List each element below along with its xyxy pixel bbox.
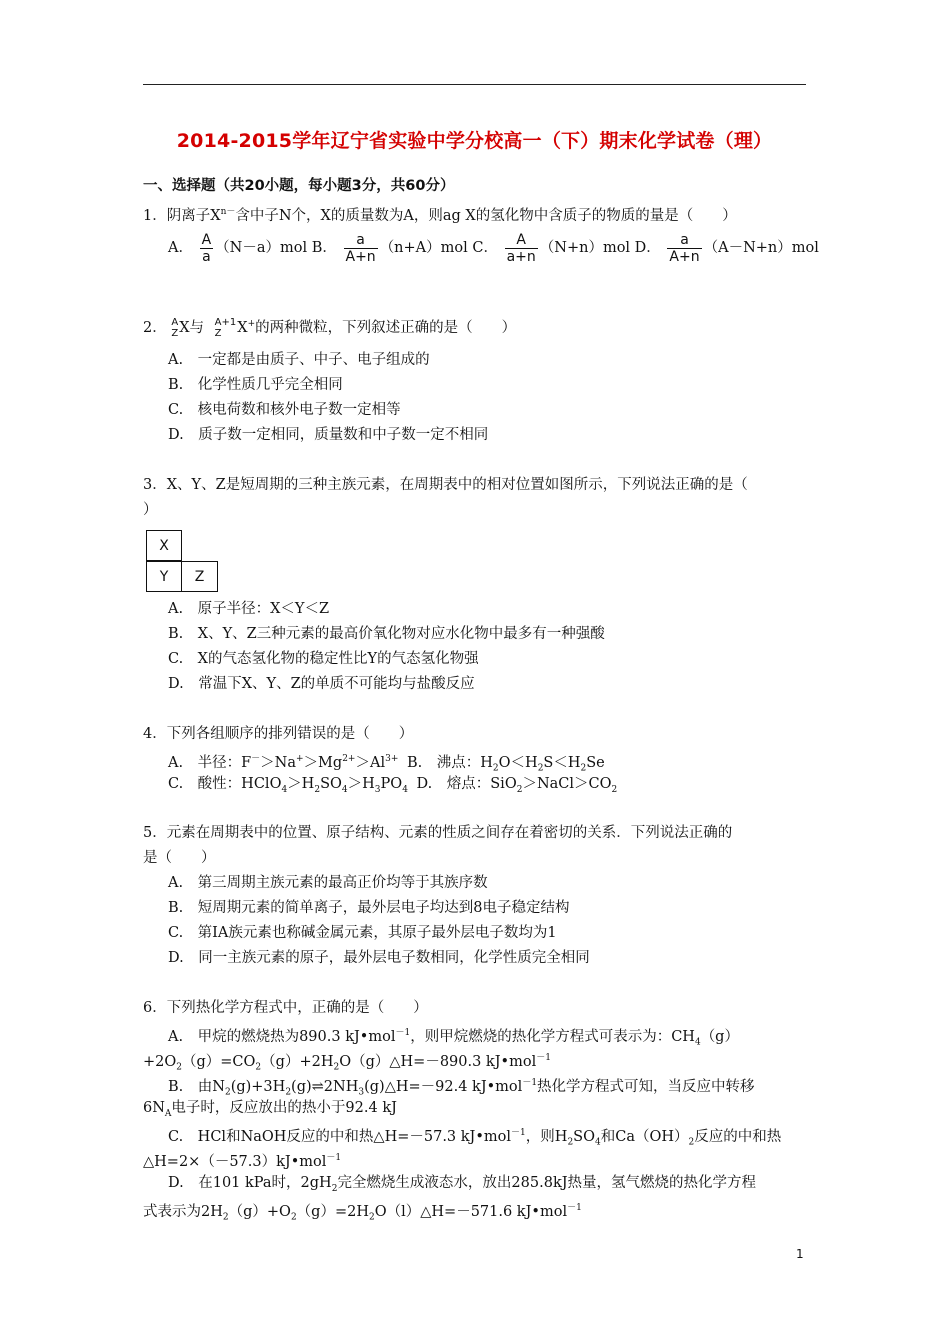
nuclide-2: A+1 Z	[214, 316, 237, 339]
question-6-option-b-line2: $6N_A$电子时，反应放出的热小于92.4 kJ	[143, 1100, 397, 1119]
question-5-option-b: B. 短周期元素的简单离子，最外层电子均达到8电子稳定结构	[168, 900, 570, 916]
page-title: 2014-2015学年辽宁省实验中学分校高一（下）期末化学试卷（理）	[176, 130, 773, 152]
question-5-stem: 5．元素在周期表中的位置、原子结构、元素的性质之间存在着密切的关系．下列说法正确的	[143, 825, 733, 841]
question-4-options-cd: C. 酸性：$HClO_4>H_2SO_4>H_3PO_4$ D. 熔点：$SiO_2>NaCl>CO_2$	[168, 776, 618, 795]
question-2-stem: 2． A ZX与 A+1 Z X+的两种微粒，下列叙述正确的是（ ）	[143, 316, 517, 339]
question-6-option-c-line2: △H=2×（－57.3）kJ•mol$^{-1}$	[143, 1153, 342, 1170]
question-6-stem: 6．下列热化学方程式中，正确的是（ ）	[143, 1000, 428, 1016]
question-6-option-d-line1: D. 在101 kPa时，$2gH_2$完全燃烧生成液态水，放出285.8kJ热量，氢气燃烧的热化学方程	[168, 1175, 757, 1194]
question-5-option-d: D. 同一主族元素的原子，最外层电子数相同，化学性质完全相同	[168, 950, 590, 966]
question-3-option-b: B. X、Y、Z三种元素的最高价氧化物对应水化物中最多有一种强酸	[168, 626, 605, 642]
fraction-d: $\frac{a}{A+n}$	[669, 231, 700, 265]
fraction-b: $\frac{a}{A+n}$	[345, 231, 376, 265]
question-5-stem-end: 是（ ）	[143, 850, 216, 866]
question-6-option-c-line1: C. HCl和NaOH反应的中和热△H=－57.3 kJ•mol$^{-1}$，则$H_2SO_4$和$Ca(OH)_2$反应的中和热	[168, 1128, 782, 1148]
question-2-option-b: B. 化学性质几乎完全相同	[168, 377, 343, 393]
question-2-option-c: C. 核电荷数和核外电子数一定相等	[168, 402, 401, 418]
question-6-option-a-line1: A. 甲烷的燃烧热为890.3 kJ•mol$^{-1}$，则甲烷燃烧的热化学方程式可表示为：$CH_4(g)$	[168, 1028, 739, 1048]
question-4-stem: 4．下列各组顺序的排列错误的是（ ）	[143, 726, 414, 742]
question-6-option-d-line2: 式表示为$2H_2(g)+O_2(g)=2H_2O(l)\triangle H=-571.6$ kJ•mol$^{-1}$	[143, 1203, 582, 1223]
header-rule	[143, 84, 806, 85]
fraction-a: $\frac{A}{a}$	[201, 231, 212, 265]
question-3-option-a: A. 原子半径：X＜Y＜Z	[168, 601, 330, 617]
question-1-options: A． $\frac{A}{a}$ （N－a）mol B． $\frac{a}{A+n}$ （n+A）mol C． $\frac{A}{a+n}$ （N+n）mol D． $\frac{a}{A+n}$ （A－N+n）mol	[168, 231, 819, 265]
fraction-c: $\frac{A}{a+n}$	[506, 231, 536, 265]
nuclide-1: A Z	[171, 316, 179, 339]
question-5-option-c: C. 第ⅠA族元素也称碱金属元素，其原子最外层电子数均为1	[168, 925, 557, 941]
cell-y: Y	[146, 561, 182, 592]
question-3-stem: 3．X、Y、Z是短周期的三种主族元素，在周期表中的相对位置如图所示，下列说法正确的是（	[143, 477, 748, 493]
question-1-stem: 1．阴离子$X^{n-}$含中子N个，X的质量数为A，则ag X的氢化物中含质子的物质的量是（ ）	[143, 207, 737, 224]
section-heading: 一、选择题（共20小题，每小题3分，共60分）	[143, 178, 455, 194]
question-3-stem-end: ）	[143, 502, 158, 518]
question-3-option-c: C. X的气态氢化物的稳定性比Y的气态氢化物强	[168, 651, 479, 667]
question-6-option-a-line2: $+2O_2(g)=CO_2(g)+2H_2O(g)\triangle H=-890.3$ kJ•mol$^{-1}$	[143, 1053, 551, 1073]
question-5-option-a: A. 第三周期主族元素的最高正价均等于其族序数	[168, 875, 488, 891]
cell-x: X	[146, 530, 182, 561]
question-2-option-a: A. 一定都是由质子、中子、电子组成的	[168, 352, 430, 368]
question-2-option-d: D. 质子数一定相同，质量数和中子数一定不相同	[168, 427, 489, 443]
question-4-options-ab: A. 半径：$F^->Na^+>Mg^{2+}>Al^{3+}$ B. 沸点：$H_2O<H_2S<H_2Se$	[168, 754, 605, 774]
cell-z: Z	[182, 561, 218, 592]
question-6-option-b-line1: B. 由$N_2(g)+3H_2(g)\rightleftharpoons 2NH_3(g)\triangle H=-92.4$ kJ•mol$^{-1}$热化学方程式可知，当反应中转移	[168, 1078, 755, 1098]
page-number: 1	[796, 1247, 804, 1261]
question-3-option-d: D. 常温下X、Y、Z的单质不可能均与盐酸反应	[168, 676, 475, 692]
